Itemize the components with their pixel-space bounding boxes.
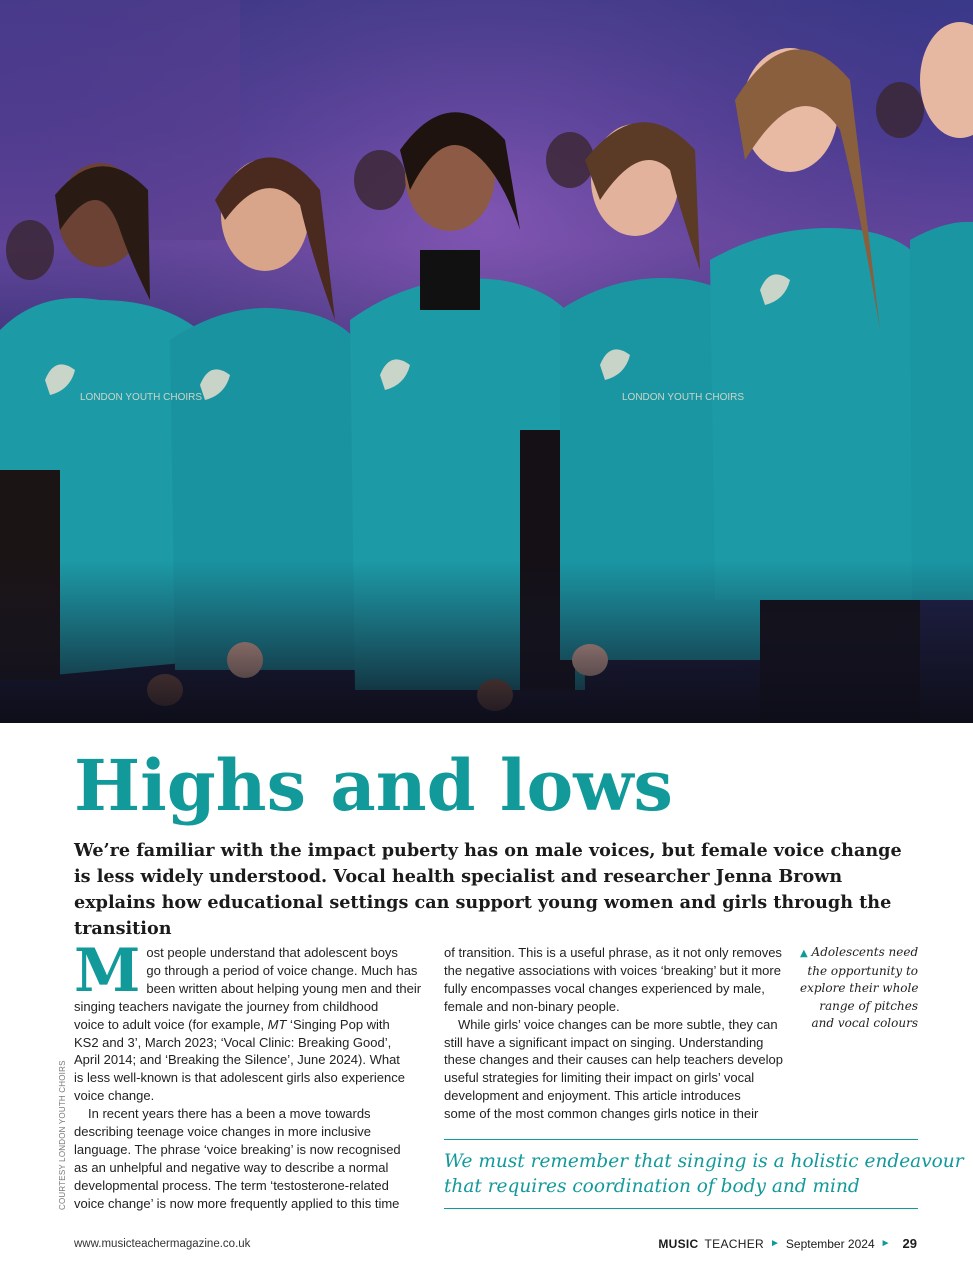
- body-column-2: [444, 944, 790, 1123]
- caption-triangle-icon: ▲: [800, 948, 808, 959]
- shirt-logo-1: LONDON YOUTH CHOIRS: [80, 392, 203, 403]
- issue-date: September 2024: [785, 1236, 875, 1251]
- text-line: is less well-known is that adolescent girls also experience: [74, 1070, 405, 1086]
- standfirst-text-2: explains how educational settings can support young women and girls through the transition: [74, 892, 892, 939]
- text-line: as an unhelpful and negative way to describe a normal: [74, 1159, 389, 1175]
- text-segment: voice to adult voice (for example,: [74, 1016, 268, 1032]
- text-line: some of the most common changes girls notice in their: [444, 1106, 759, 1122]
- text-line: development and enjoyment. This article introduces: [444, 1088, 741, 1104]
- standfirst-text-1: We’re familiar with the impact puberty has on male voices, but female voice change is less widely understood. Vocal health specialist and researcher: [74, 840, 902, 887]
- photo-caption: [800, 944, 918, 1033]
- brand-teacher: TEACHER: [704, 1236, 764, 1251]
- caption-line: and vocal colours: [811, 1016, 918, 1031]
- headline: Highs and lows: [74, 744, 673, 827]
- text-segment: ‘Singing Pop with: [286, 1016, 390, 1032]
- text-segment: singing teachers navigate the journey from childhood: [74, 998, 379, 1014]
- website-url: www.musicteachermagazine.co.uk: [74, 1238, 251, 1250]
- text-line: voice change.: [74, 1088, 155, 1104]
- text-line: April 2014; and ‘Breaking the Silence’, June 2024). What: [74, 1052, 400, 1068]
- text-line: KS2 and 3’, March 2023; ‘Vocal Clinic: Breaking Good’,: [74, 1034, 392, 1050]
- body-column-1: [74, 936, 422, 1213]
- text-line: useful strategies for limiting their impact on girls’ vocal: [444, 1070, 755, 1086]
- pull-quote-text: [444, 1149, 964, 1199]
- body-paragraph-3: [444, 944, 790, 1016]
- text-line: female and non-binary people.: [444, 998, 620, 1014]
- drop-cap: M: [74, 936, 141, 1006]
- footer-folio: [658, 1236, 917, 1251]
- page-number: 29: [902, 1236, 917, 1251]
- pull-quote: [444, 1139, 964, 1209]
- arrow-right-icon: ►: [769, 1238, 780, 1249]
- magazine-abbrev: MT: [267, 1016, 287, 1032]
- author-name: Jenna Brown: [715, 866, 843, 887]
- pull-quote-line: that requires coordination of body and mind: [444, 1176, 860, 1197]
- caption-line: the opportunity to: [807, 963, 918, 978]
- caption-line: explore their whole: [800, 981, 919, 996]
- body-paragraph-4: [444, 1016, 790, 1123]
- text-line: go through a period of voice change. Much has: [146, 962, 418, 978]
- standfirst: [74, 838, 914, 942]
- text-line: these changes and their causes can help teachers develop: [444, 1052, 783, 1068]
- pull-quote-line: We must remember that singing is a holistic endeavour: [444, 1151, 964, 1172]
- photo-credit: COURTESY LONDON YOUTH CHOIRS: [58, 1060, 67, 1210]
- arrow-right-icon: ►: [880, 1238, 891, 1249]
- text-line: In recent years there has a been a move towards: [88, 1106, 371, 1122]
- body-paragraph-1: [74, 936, 422, 1105]
- text-line: language. The phrase ‘voice breaking’ is now recognised: [74, 1141, 401, 1157]
- text-line: still have a significant impact on singing. Understanding: [444, 1034, 764, 1050]
- text-line: ost people understand that adolescent boys: [146, 945, 398, 960]
- text-line: voice change’ is now more frequently applied to this time: [74, 1195, 400, 1211]
- text-line: of transition. This is a useful phrase, as it not only removes: [444, 945, 782, 960]
- text-line: the negative associations with voices ‘breaking’ but it more: [444, 962, 781, 978]
- body-paragraph-2: [74, 1105, 419, 1212]
- brand-music: MUSIC: [658, 1236, 699, 1251]
- caption-text: Adolescents need: [811, 945, 919, 959]
- caption-line: [800, 944, 918, 963]
- caption-line: range of pitches: [819, 998, 918, 1013]
- text-line: [74, 998, 419, 1016]
- shirt-logo-2: LONDON YOUTH CHOIRS: [622, 392, 745, 403]
- text-line: fully encompasses vocal changes experienced by male,: [444, 980, 765, 996]
- text-line: While girls’ voice changes can be more subtle, they can: [458, 1016, 778, 1032]
- text-line: developmental process. The term ‘testosterone-related: [74, 1177, 389, 1193]
- text-line: [74, 1016, 419, 1034]
- text-line: describing teenage voice changes in more inclusive: [74, 1124, 372, 1140]
- text-line: been written about helping young men and their: [146, 980, 422, 996]
